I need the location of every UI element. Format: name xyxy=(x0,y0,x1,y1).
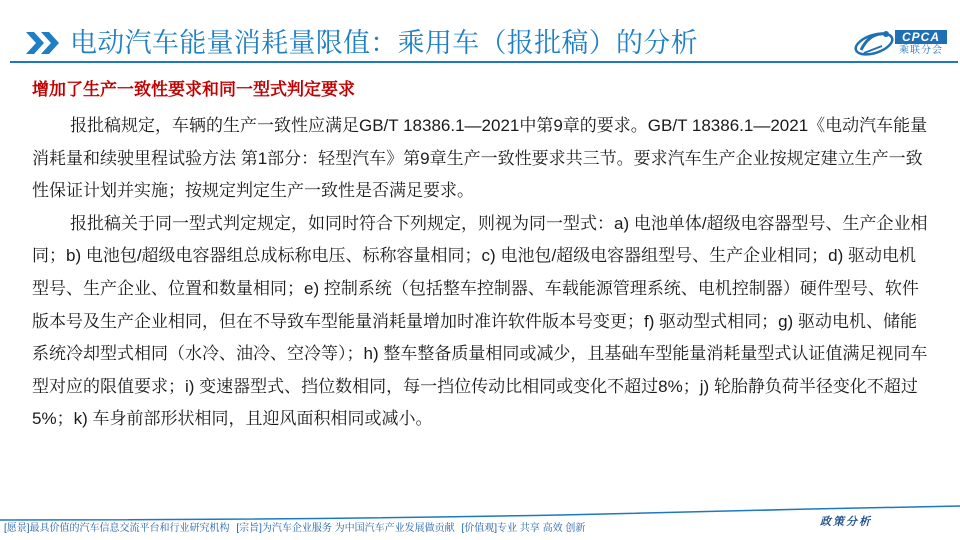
logo-text: CPCA xyxy=(895,30,947,44)
double-chevron-icon xyxy=(24,30,62,56)
footer-mission: [宗旨]为汽车企业服务 为中国汽车产业发展做贡献 xyxy=(236,523,455,534)
cpca-logo xyxy=(852,26,948,58)
body-text xyxy=(32,110,932,436)
footer-tagline xyxy=(4,522,589,536)
footer-wave-line xyxy=(0,502,960,522)
title-divider xyxy=(10,61,958,63)
section-heading: 增加了生产一致性要求和同一型式判定要求 xyxy=(32,80,355,99)
footer-values: [价值观]专业 共享 高效 创新 xyxy=(461,523,586,534)
footer-brand: 政策分析 xyxy=(820,515,872,528)
paragraph: 报批稿规定，车辆的生产一致性应满足GB/T 18386.1—2021中第9章的要求。GB/T 18386.1—2021《电动汽车能量消耗量和续驶里程试验方法 第1部分：轻型汽车》第9章生产一致性要求共三节。要求汽车生产企业按规定建立生产一致性保证计划并实施；按规定判定生产一致性是否满足要求。 xyxy=(32,116,928,201)
slide-title: 电动汽车能量消耗量限值：乘用车（报批稿）的分析 xyxy=(70,28,698,58)
footer-vision: [愿景]最具价值的汽车信息交流平台和行业研究机构 xyxy=(4,523,230,534)
slide-header xyxy=(0,0,960,64)
logo-subtitle: 乘联分会 xyxy=(899,45,943,56)
cpca-emblem-icon xyxy=(852,26,896,58)
paragraph: 报批稿关于同一型式判定规定，如同时符合下列规定，则视为同一型式：a) 电池单体/超级电容器型号、生产企业相同；b) 电池包/超级电容器组总成标称电压、标称容量相同；c) 电池包/超级电容器组型号、生产企业相同；d) 驱动电机型号、生产企业、位置和数量相同；e) 控制系统（包括整车控制器、车载能源管理系统、电机控制器）硬件型号、软件版本号及生产企业相同，但在不导致车型能量消耗量增加时准许软件版本号变更；f) 驱动型式相同；g) 驱动电机、储能系统冷却型式相同（水冷、油冷、空冷等）；h) 整车整备质量相同或减少，且基础车型能量消耗量型式认证值满足视同车型对应的限值要求；i) 变速器型式、挡位数相同，每一挡位传动比相同或变化不超过8%；j) 轮胎静负荷半径变化不超过5%；k) 车身前部形状相同，且迎风面积相同或减小。 xyxy=(32,213,928,429)
